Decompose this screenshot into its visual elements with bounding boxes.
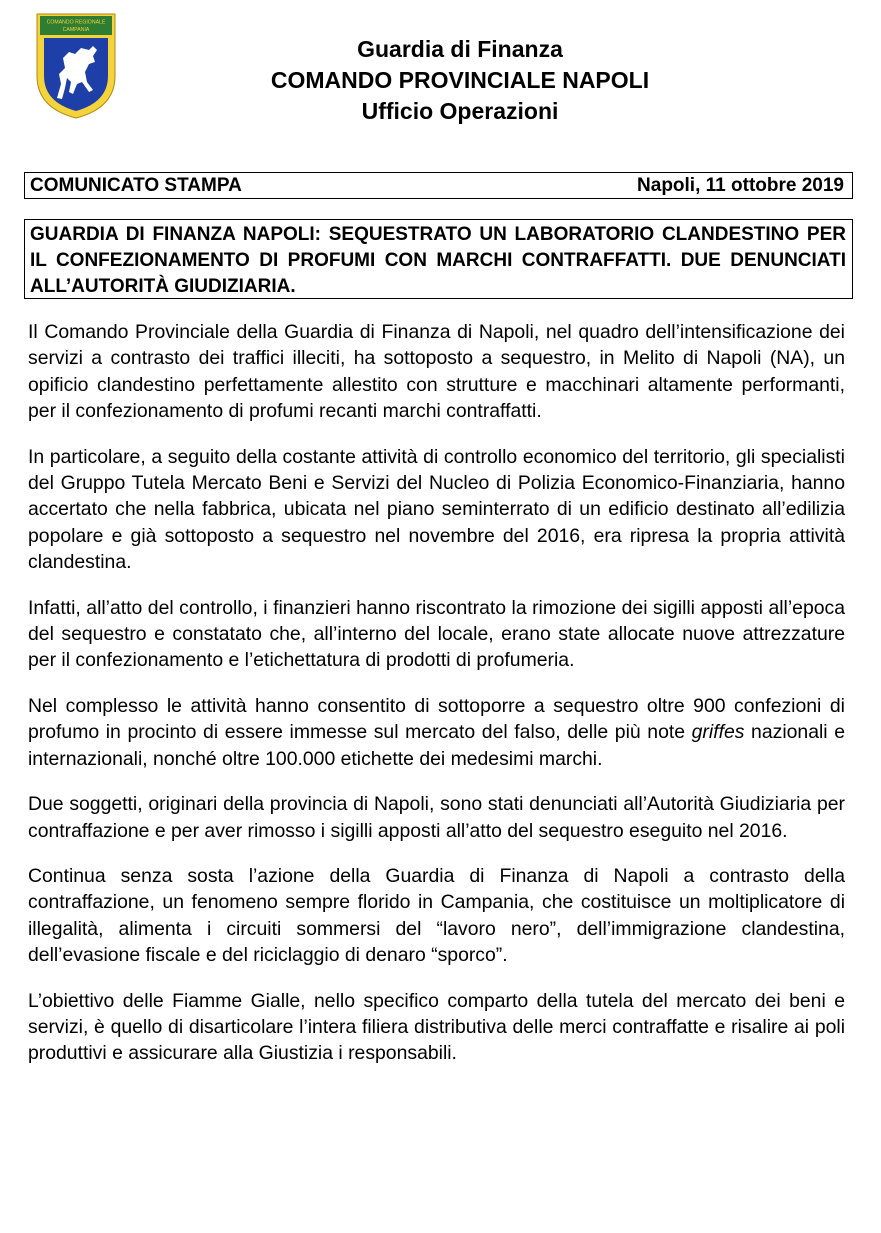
office-name: Ufficio Operazioni [361, 98, 559, 124]
paragraph-7: L’obiettivo delle Fiamme Gialle, nello specifico comparto della tutela del mercato dei beni e servizi, è quello di disarticolare l’intera filiera distributiva delle merci contraffatte e risalire ai poli produttivi e assicurare alla Giustizia i responsabili. [28, 989, 845, 1065]
svg-text:COMANDO REGIONALE: COMANDO REGIONALE [46, 19, 106, 26]
paragraph-4-part-b: nazionali e internazionali, nonché oltre 100.000 etichette dei medesimi marchi. [28, 721, 845, 770]
headline-box [24, 219, 853, 299]
paragraph-4 [28, 693, 845, 772]
paragraph-1: Il Comando Provinciale della Guardia di Finanza di Napoli, nel quadro dell’intensificazione dei servizi a contrasto dei traffici illeciti, ha sottoposto a sequestro, in Melito di Napoli (NA), un opificio clandestino perfettamente allestito con strutture e macchinari altamente performanti, per il confezionamento di profumi recanti marchi contraffatti. [28, 321, 845, 423]
paragraph-4-italic-term: griffes [691, 721, 745, 744]
command-name: COMANDO PROVINCIALE NAPOLI [270, 67, 650, 93]
headline: GUARDIA DI FINANZA NAPOLI: SEQUESTRATO UN LABORATORIO CLANDESTINO PER IL CONFEZIONAMENTO DI PROFUMI CON MARCHI CONTRAFFATTI. DUE DENUNCIATI ALL’AUTORITÀ GIUDIZIARIA. [30, 224, 846, 297]
release-date: Napoli, 11 ottobre 2019 [637, 175, 844, 196]
article-body [28, 319, 845, 1086]
paragraph-6: Continua senza sosta l’azione della Guardia di Finanza di Napoli a contrasto della contraffazione, un fenomeno sempre florido in Campania, che costituisce un moltiplicatore di illegalità, alimenta i circuiti sommersi del “lavoro nero”, dell’immigrazione clandestina, dell’evasione fiscale e del riciclaggio di denaro “sporco”. [28, 864, 845, 967]
organization-name: Guardia di Finanza [357, 36, 563, 62]
letterhead [200, 34, 720, 127]
regional-command-shield-logo [35, 12, 117, 120]
paragraph-4-part-a: Nel complesso le attività hanno consentito di sottoporre a sequestro oltre 900 confezioni di profumo in procinto di essere immesse sul mercato del falso, delle più note [28, 694, 845, 744]
paragraph-5: Due soggetti, originari della provincia di Napoli, sono stati denunciati all’Autorità Giudiziaria per contraffazione e per aver rimosso i sigilli apposti all’atto del sequestro eseguito nel 2016. [28, 793, 845, 842]
press-release-bar [24, 172, 853, 199]
paragraph-2: In particolare, a seguito della costante attività di controllo economico del territorio, gli specialisti del Gruppo Tutela Mercato Beni e Servizi del Nucleo di Polizia Economico-Finanziaria, hanno accertato che nella fabbrica, ubicata nel piano seminterrato di un edificio destinato all’edilizia popolare e già sottoposto a sequestro nel novembre del 2016, era ripresa la propria attività clandestina. [28, 445, 845, 574]
press-release-label: COMUNICATO STAMPA [30, 175, 242, 196]
svg-text:CAMPANIA: CAMPANIA [62, 27, 90, 33]
paragraph-3: Infatti, all’atto del controllo, i finanzieri hanno riscontrato la rimozione dei sigilli apposti all’epoca del sequestro e constatato che, all’interno del locale, erano state allocate nuove attrezzature per il confezionamento e l’etichettatura di prodotti di profumeria. [28, 596, 845, 672]
